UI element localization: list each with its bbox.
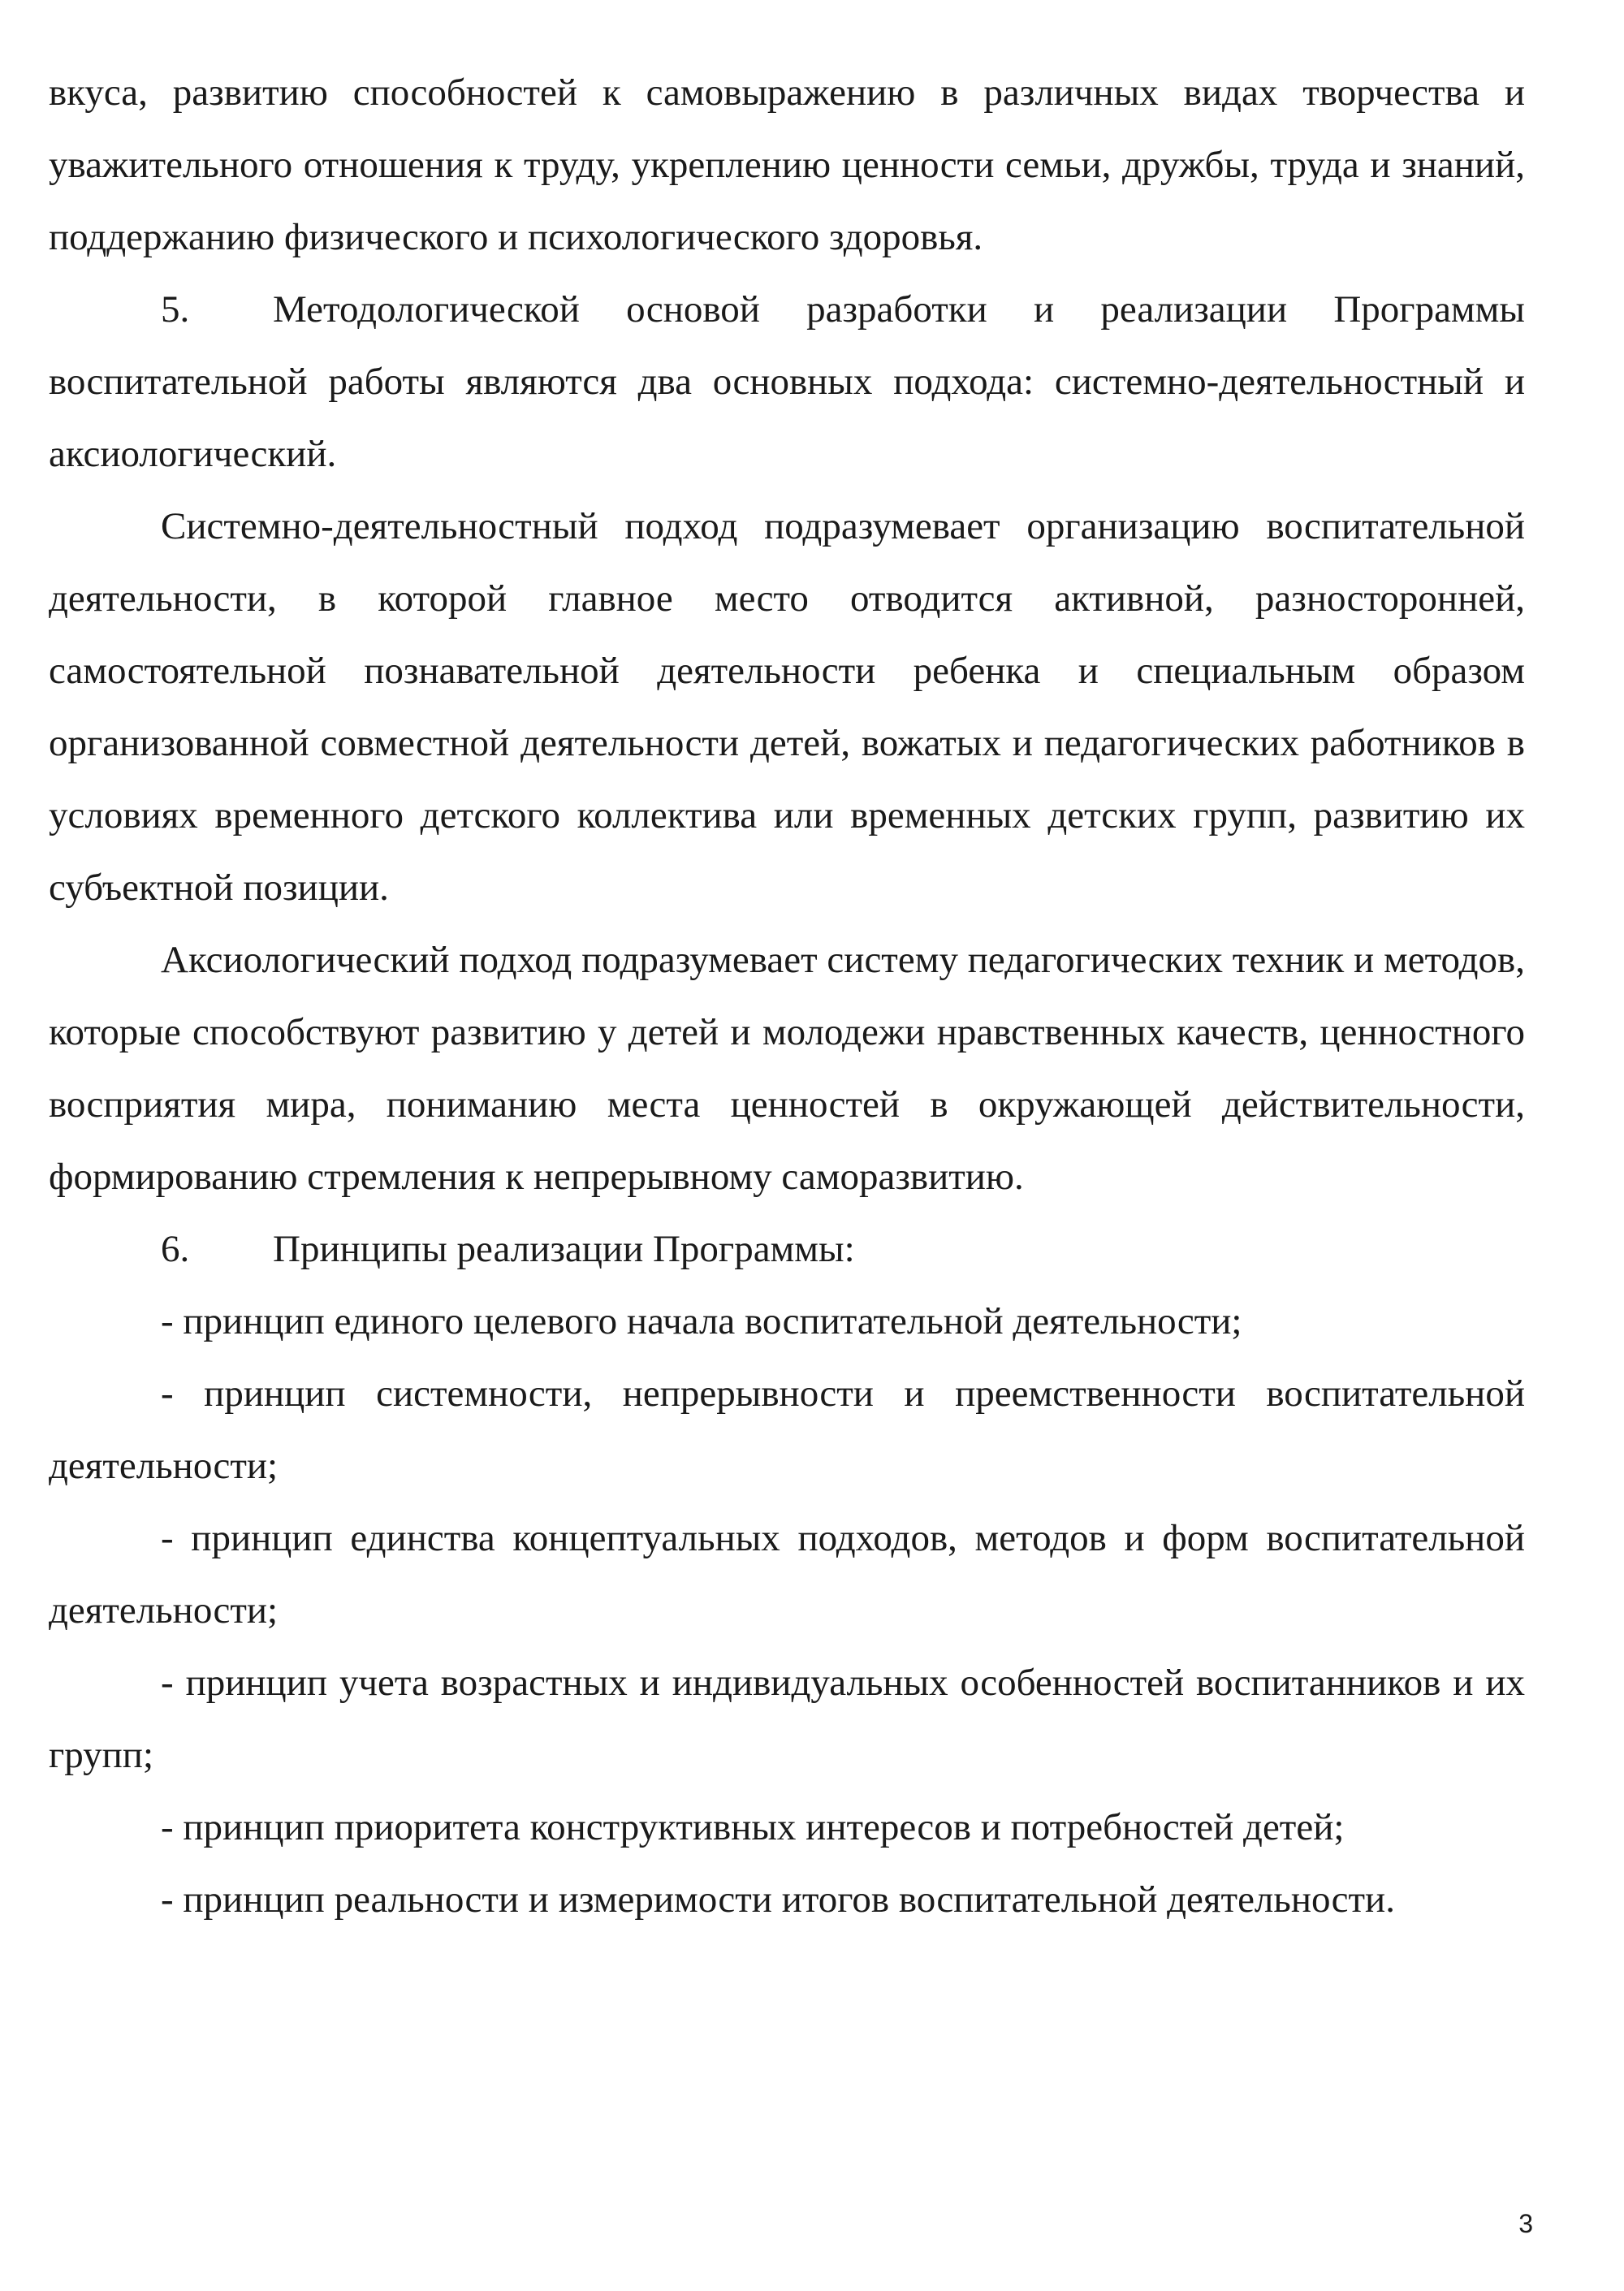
paragraph-item-5 xyxy=(49,274,1525,491)
item-number: 5. xyxy=(161,288,190,331)
paragraph-item-6 xyxy=(49,1213,1525,1286)
principle-list-item: - принцип единого целевого начала воспитательной деятельности; xyxy=(161,1300,1242,1342)
principle-list-item: - принцип системности, непрерывности и преемственности воспитательной деятельности; xyxy=(49,1372,1525,1487)
principle-list-item: - принцип приоритета конструктивных интересов и потребностей детей; xyxy=(161,1806,1345,1848)
paragraph-continuation: вкуса, развитию способностей к самовыражению в различных видах творчества и уважительного отношения к труду, укреплению ценности семьи, дружбы, труда и знаний, поддержанию физического и психологического здоровья. xyxy=(49,71,1525,258)
item-text: Принципы реализации Программы: xyxy=(273,1228,855,1270)
principle-list-item: - принцип единства концептуальных подходов, методов и форм воспитательной деятельности; xyxy=(49,1517,1525,1632)
page-body xyxy=(49,57,1525,1936)
item-text: Методологической основой разработки и реализации Программы воспитательной работы являются два основных подхода: системно-деятельностный и аксиологический. xyxy=(49,288,1525,475)
paragraph-axiological-approach: Аксиологический подход подразумевает систему педагогических техник и методов, которые способствуют развитию у детей и молодежи нравственных качеств, ценностного восприятия мира, пониманию места ценностей в окружающей действительности, формированию стремления к непрерывному саморазвитию. xyxy=(49,939,1525,1198)
page-number: 3 xyxy=(1518,2209,1533,2238)
principle-list-item: - принцип реальности и измеримости итогов воспитательной деятельности. xyxy=(161,1878,1395,1921)
principle-list-item: - принцип учета возрастных и индивидуальных особенностей воспитанников и их групп; xyxy=(49,1662,1525,1776)
item-number: 6. xyxy=(161,1228,190,1270)
paragraph-system-activity-approach: Системно-деятельностный подход подразумевает организацию воспитательной деятельности, в которой главное место отводится активной, разносторонней, самостоятельной познавательной деятельности ребенка и специальным образом организованной совместной деятельности детей, вожатых и педагогических работников в условиях временного детского коллектива или временных детских групп, развитию их субъектной позиции. xyxy=(49,505,1525,909)
